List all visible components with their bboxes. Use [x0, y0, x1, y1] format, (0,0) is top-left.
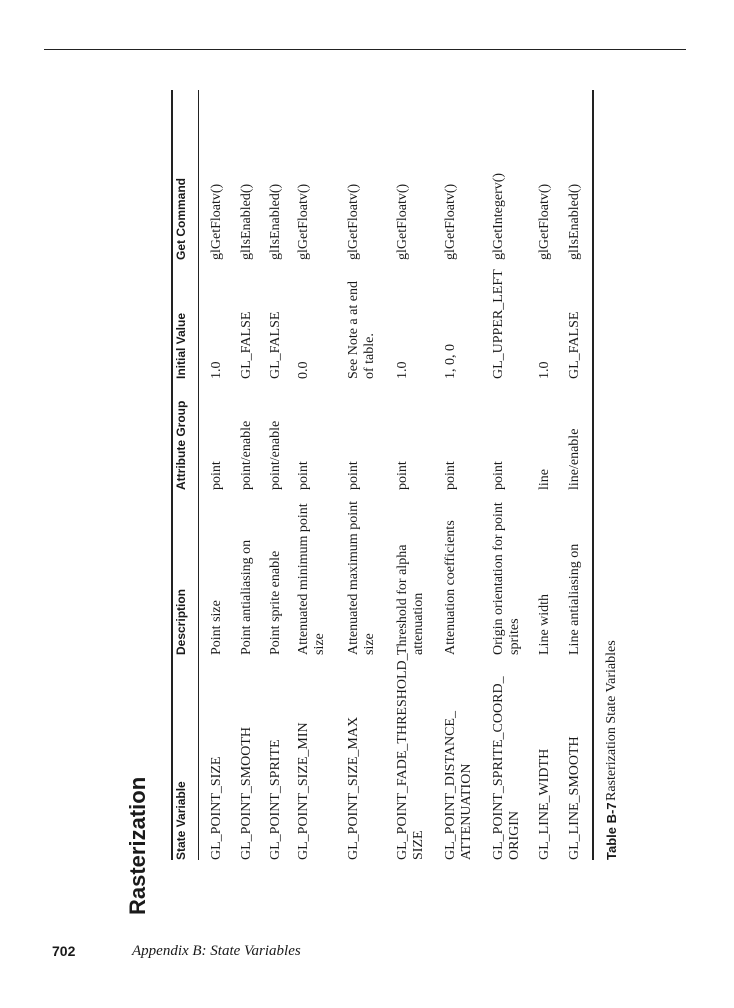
- cell-state-variable: GL_POINT_SIZE_MAX: [346, 716, 361, 860]
- table-bottom-rule: [592, 90, 594, 860]
- cell-description: Attenuation coefficients: [443, 520, 458, 655]
- cell-get-command: glGetFloatv(): [537, 183, 552, 260]
- page-number: 702: [52, 943, 76, 959]
- header-description: Description: [174, 588, 188, 655]
- cell-state-variable: GL_POINT_SPRITE_COORD_ ORIGIN: [491, 676, 522, 860]
- header-attribute-group: Attribute Group: [174, 400, 188, 490]
- cell-initial-value: GL_FALSE: [239, 311, 254, 379]
- cell-state-variable: GL_LINE_SMOOTH: [567, 736, 582, 860]
- table-header-rule: [198, 90, 199, 860]
- table-header-row: [174, 90, 200, 860]
- cell-description: Line width: [537, 593, 552, 655]
- cell-attribute-group: point: [209, 461, 224, 490]
- cell-get-command: glGetFloatv(): [296, 183, 311, 260]
- cell-initial-value: 1, 0, 0: [443, 344, 458, 379]
- cell-attribute-group: point: [395, 461, 410, 490]
- cell-initial-value: 1.0: [537, 361, 552, 379]
- cell-attribute-group: point/enable: [268, 420, 283, 490]
- top-rule: [44, 49, 686, 50]
- caption-text: Rasterization State Variables: [604, 640, 619, 801]
- cell-attribute-group: line: [537, 469, 552, 490]
- cell-initial-value: 1.0: [209, 361, 224, 379]
- cell-attribute-group: point/enable: [239, 420, 254, 490]
- header-initial-value: Initial Value: [174, 312, 188, 379]
- cell-attribute-group: point: [491, 461, 506, 490]
- cell-state-variable: GL_POINT_DISTANCE_ ATTENUATION: [443, 711, 474, 860]
- cell-get-command: glGetFloatv(): [395, 183, 410, 260]
- cell-attribute-group: point: [443, 461, 458, 490]
- header-get-command: Get Command: [174, 177, 188, 260]
- cell-attribute-group: line/enable: [567, 428, 582, 490]
- cell-initial-value: GL_UPPER_LEFT: [491, 269, 506, 379]
- page-footer: [0, 943, 734, 967]
- table-top-rule: [171, 90, 173, 860]
- cell-get-command: glIsEnabled(): [239, 183, 254, 260]
- cell-state-variable: GL_POINT_SIZE_MIN: [296, 722, 311, 860]
- cell-state-variable: GL_POINT_SMOOTH: [239, 727, 254, 860]
- cell-attribute-group: point: [296, 461, 311, 490]
- cell-state-variable: GL_POINT_SIZE: [209, 756, 224, 860]
- cell-initial-value: See Note a at end of table.: [346, 281, 377, 379]
- cell-description: Point size: [209, 600, 224, 655]
- cell-description: Line antialiasing on: [567, 543, 582, 655]
- cell-state-variable: GL_POINT_SPRITE: [268, 739, 283, 860]
- cell-get-command: glGetFloatv(): [209, 183, 224, 260]
- header-state-variable: State Variable: [174, 781, 188, 860]
- table-caption: [604, 90, 624, 860]
- cell-initial-value: 0.0: [296, 361, 311, 379]
- running-head: Appendix B: State Variables: [132, 943, 301, 959]
- cell-description: Threshold for alpha attenuation: [395, 544, 426, 655]
- cell-state-variable: GL_POINT_FADE_THRESHOLD_ SIZE: [395, 653, 426, 860]
- rotated-content: [125, 85, 695, 915]
- cell-initial-value: 1.0: [395, 361, 410, 379]
- cell-get-command: glGetFloatv(): [443, 183, 458, 260]
- cell-get-command: glGetFloatv(): [346, 183, 361, 260]
- cell-description: Point sprite enable: [268, 550, 283, 655]
- section-title: Rasterization: [125, 776, 150, 915]
- cell-get-command: glIsEnabled(): [268, 183, 283, 260]
- cell-state-variable: GL_LINE_WIDTH: [537, 748, 552, 860]
- cell-description: Point antialiasing on: [239, 539, 254, 655]
- cell-get-command: glGetIntegerv(): [491, 172, 506, 260]
- cell-initial-value: GL_FALSE: [268, 311, 283, 379]
- caption-label: Table B-7: [604, 802, 619, 860]
- cell-get-command: glIsEnabled(): [567, 183, 582, 260]
- cell-description: Origin orientation for point sprites: [491, 502, 522, 655]
- cell-description: Attenuated minimum point size: [296, 503, 327, 655]
- cell-attribute-group: point: [346, 461, 361, 490]
- cell-initial-value: GL_FALSE: [567, 311, 582, 379]
- cell-description: Attenuated maximum point size: [346, 501, 377, 655]
